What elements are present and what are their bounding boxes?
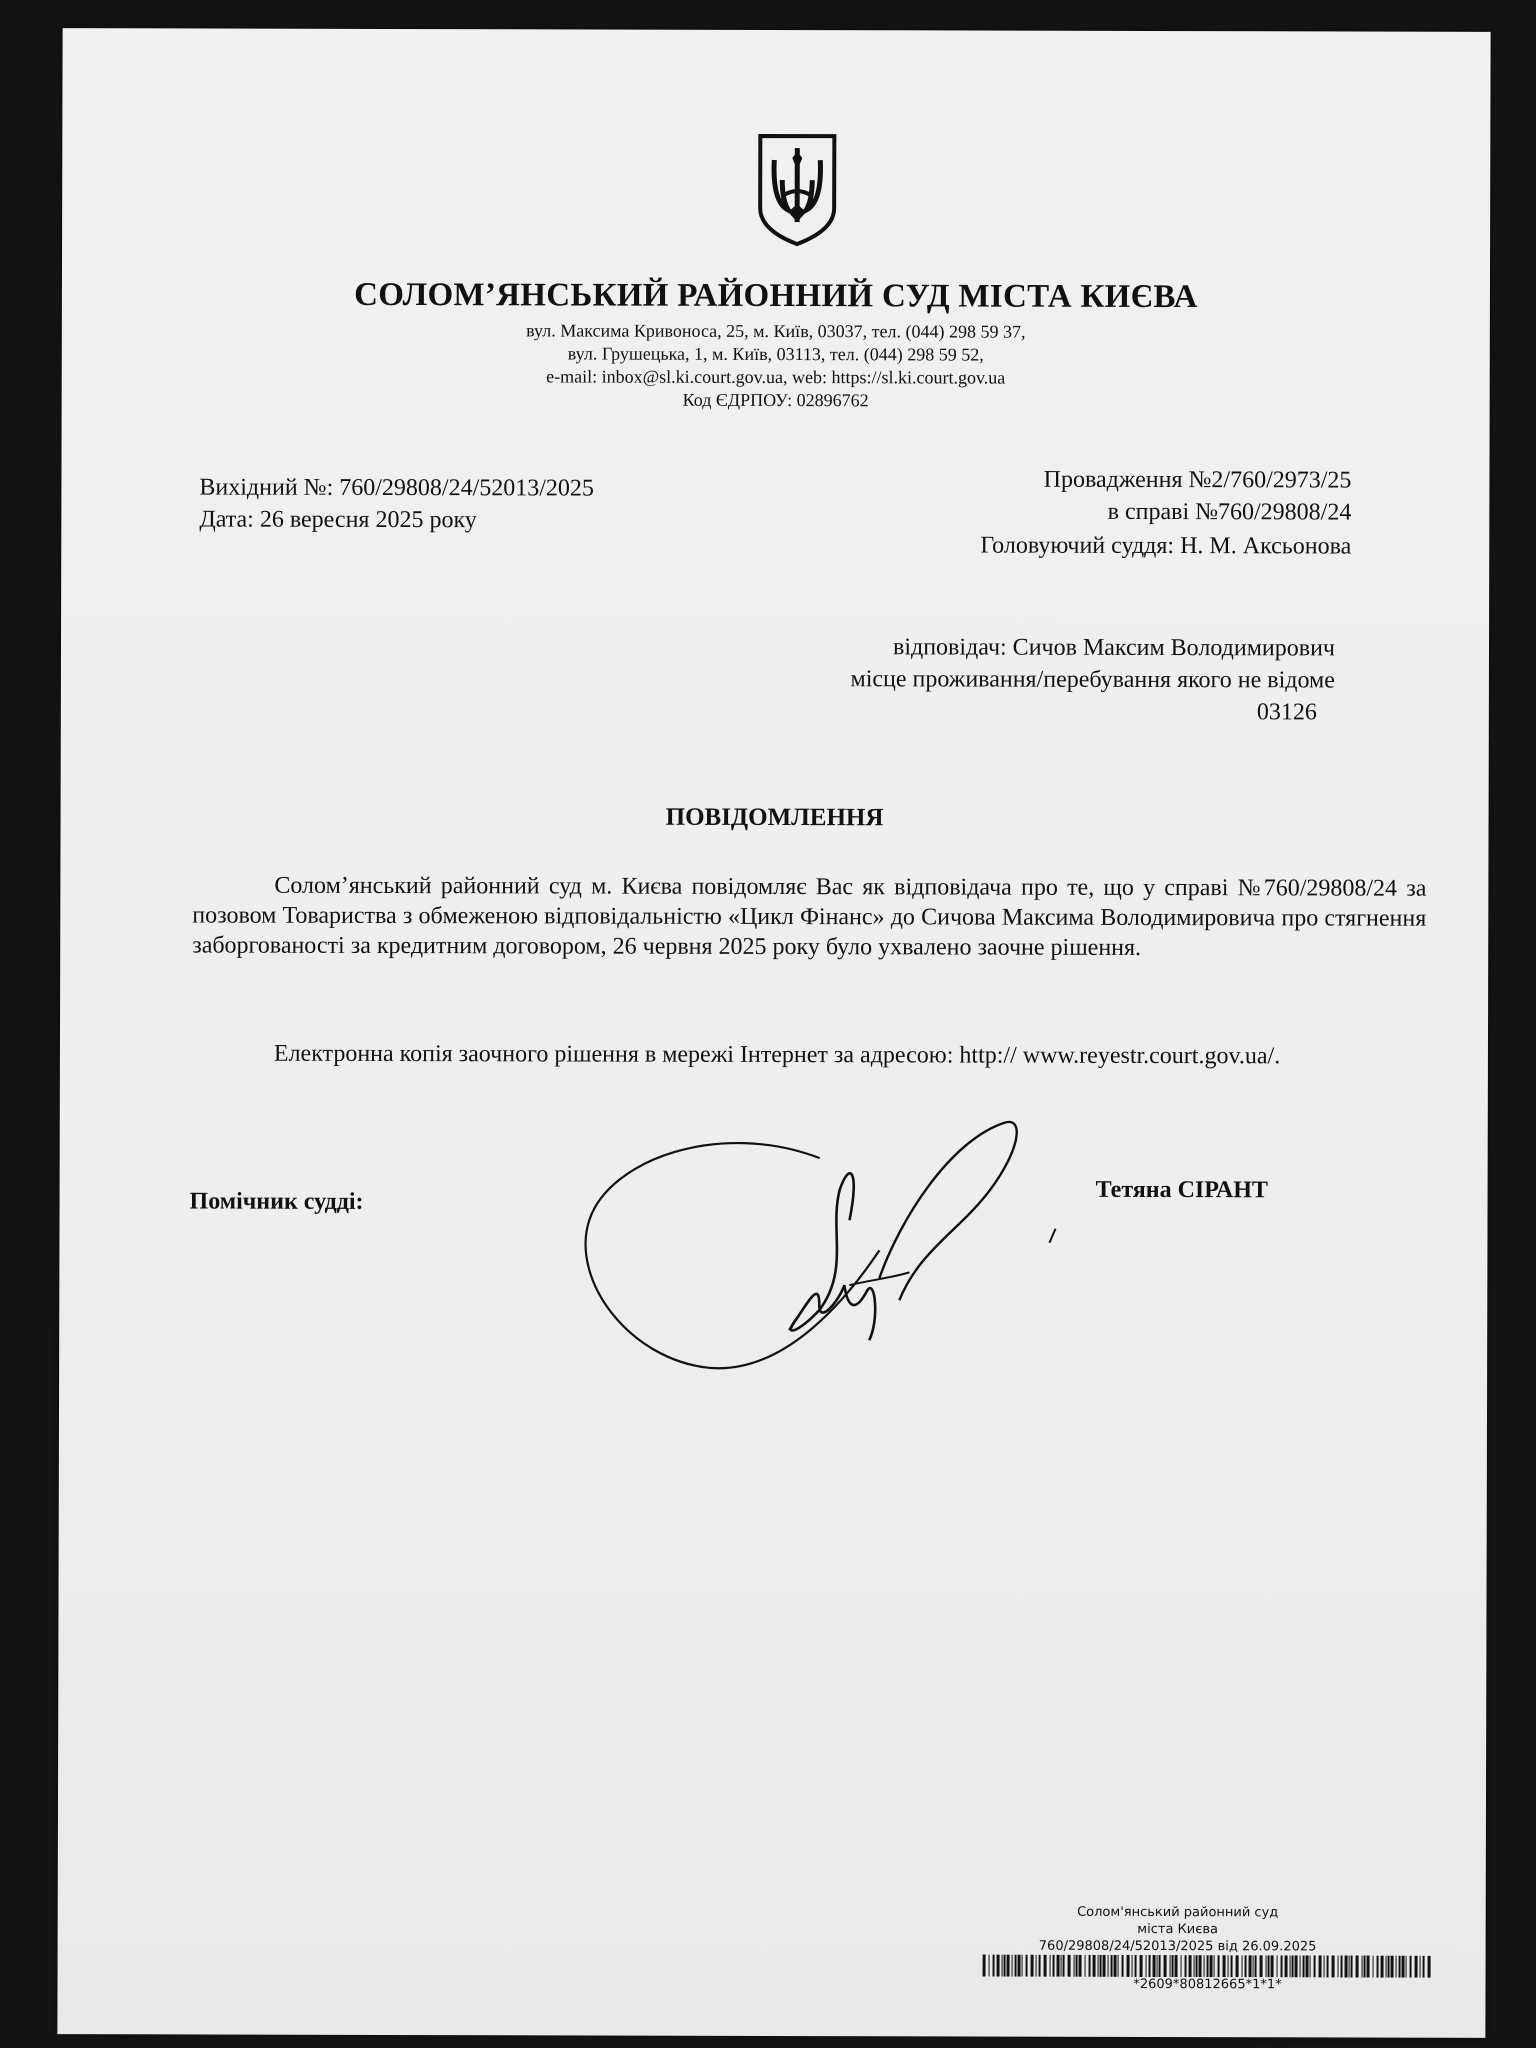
handwritten-signature	[549, 1099, 1070, 1420]
barcode-bar	[1364, 1956, 1366, 1978]
notice-paragraph-2	[192, 1038, 1426, 1071]
barcode-bar	[1386, 1956, 1387, 1978]
barcode-bar	[1076, 1955, 1078, 1977]
barcode-bar	[1063, 1955, 1065, 1977]
barcode-bar	[1420, 1956, 1421, 1978]
barcode-bar	[1175, 1955, 1178, 1977]
barcode-bar	[1327, 1955, 1329, 1977]
barcode-bar	[1079, 1955, 1082, 1977]
barcode-bar	[1381, 1956, 1384, 1978]
barcode-bar	[1351, 1956, 1353, 1978]
barcode-bar	[1002, 1955, 1003, 1977]
barcode-bar	[1053, 1955, 1055, 1977]
barcode-bar	[993, 1955, 995, 1977]
barcode-bar	[1249, 1955, 1252, 1977]
outgoing-date: Дата: 26 вересня 2025 року	[199, 506, 477, 534]
respondent-name: відповідач: Сичов Максим Володимирович	[892, 634, 1336, 662]
barcode-bar	[1118, 1955, 1119, 1977]
contact-line: e-mail: inbox@sl.ki.court.gov.ua, web: https://sl.ki.court.gov.ua	[546, 366, 1006, 388]
barcode-bar	[1068, 1955, 1071, 1977]
barcode-bar	[1271, 1955, 1274, 1977]
barcode-bar	[1098, 1955, 1099, 1977]
barcode-bar	[1345, 1955, 1348, 1977]
barcode-bar	[1157, 1955, 1158, 1977]
barcode-bar	[1367, 1956, 1370, 1978]
barcode-bar	[1061, 1955, 1062, 1977]
barcode-bar	[1199, 1955, 1202, 1977]
barcode-bar	[1093, 1955, 1096, 1977]
barcode-bar	[1377, 1956, 1379, 1978]
barcode-bar	[1170, 1955, 1171, 1977]
barcode-bar	[1223, 1955, 1226, 1977]
barcode-bar	[1277, 1955, 1278, 1977]
barcode-bar	[1306, 1955, 1309, 1977]
barcode-bar	[1410, 1956, 1412, 1978]
barcode-bar	[1373, 1956, 1374, 1978]
barcode-bar	[1057, 1955, 1060, 1977]
barcode-bar	[1245, 1955, 1247, 1977]
barcode-bar	[1022, 1955, 1023, 1977]
barcode-bar	[1319, 1955, 1322, 1977]
barcode-bar	[1111, 1955, 1113, 1977]
notice-title: ПОВІДОМЛЕННЯ	[665, 803, 884, 832]
barcode-bar	[1292, 1955, 1294, 1977]
barcode-bar	[1039, 1955, 1041, 1977]
stamp-city: міста Києва	[1137, 1921, 1219, 1938]
barcode-bar	[1396, 1956, 1397, 1978]
barcode-bar	[1127, 1955, 1130, 1977]
barcode-bar	[1338, 1955, 1339, 1977]
notice-paragraph-1	[192, 870, 1426, 963]
barcode-bar	[1260, 1955, 1263, 1977]
barcode-bar	[1050, 1955, 1051, 1977]
barcode-bar	[1185, 1955, 1187, 1977]
barcode-bar	[1140, 1955, 1143, 1977]
barcode-bar	[1153, 1955, 1156, 1977]
barcode-bar	[1236, 1955, 1239, 1977]
court-name: СОЛОМ’ЯНСЬКИЙ РАЙОННИЙ СУД МІСТА КИЄВА	[354, 276, 1198, 316]
barcode-bar	[1324, 1955, 1325, 1977]
barcode-bar	[1189, 1955, 1192, 1977]
barcode-bar	[1044, 1955, 1047, 1977]
barcode-bar	[1114, 1955, 1117, 1977]
barcode-bar	[1181, 1955, 1182, 1977]
presiding-judge: Головуючий суддя: Н. М. Аксьонова	[980, 532, 1352, 560]
barcode-bar	[1388, 1956, 1390, 1978]
barcode-bar	[1268, 1955, 1270, 1977]
barcode-bar	[1399, 1956, 1401, 1978]
barcode-bar	[1231, 1955, 1233, 1977]
barcode-bar	[1295, 1955, 1298, 1977]
barcode-bar	[1210, 1955, 1213, 1977]
barcode-bar	[1341, 1955, 1343, 1977]
respondent-residence: місце проживання/перебування якого не відоме	[850, 666, 1335, 694]
barcode-bar	[1146, 1955, 1147, 1977]
barcode-bar	[1089, 1955, 1091, 1977]
barcode-bar	[1036, 1955, 1037, 1977]
barcode-bar	[1428, 1956, 1431, 1978]
barcode-bar	[1164, 1955, 1167, 1977]
barcode-bar	[1122, 1955, 1124, 1977]
barcode-bar	[1362, 1956, 1363, 1978]
barcode-bar	[1218, 1955, 1220, 1977]
barcode-bar	[1349, 1956, 1350, 1978]
barcode-bar	[1415, 1956, 1418, 1978]
barcode-bar	[1196, 1955, 1198, 1977]
barcode-bar	[1074, 1955, 1075, 1977]
barcode-bar	[1303, 1955, 1305, 1977]
edrpou-code: Код ЄДРПОУ: 02896762	[682, 389, 869, 411]
barcode-bar	[1402, 1956, 1405, 1978]
barcode-bar	[1100, 1955, 1102, 1977]
barcode-bar	[1149, 1955, 1151, 1977]
barcode-bar	[1007, 1955, 1010, 1977]
stamp-reference: 760/29808/24/52013/2025 від 26.09.2025	[1038, 1938, 1317, 1955]
barcode-bar	[1194, 1955, 1195, 1977]
case-number: в справі №760/29808/24	[1107, 498, 1352, 526]
document-page	[57, 28, 1490, 2038]
barcode-bar	[1255, 1955, 1257, 1977]
notice-paragraph-2-text: Електронна копія заочного рішення в мережі Інтернет за адресою: http:// www.reyestr.court.gov.ua/.	[273, 1040, 1281, 1070]
barcode-bar	[1285, 1955, 1288, 1977]
barcode-text: *2609*80812665*1*1*	[1133, 1976, 1282, 1993]
outgoing-number: Вихідний №: 760/29808/24/52013/2025	[199, 474, 594, 502]
barcode-bar	[997, 1955, 1000, 1977]
barcode-bar	[1015, 1955, 1017, 1977]
barcode-bar	[1018, 1955, 1021, 1977]
barcode-bar	[1026, 1955, 1028, 1977]
barcode-bar	[1281, 1955, 1283, 1977]
respondent-postcode: 03126	[1256, 699, 1317, 726]
barcode-bar	[1108, 1955, 1109, 1977]
notice-paragraph-1-text: Солом’янський районний суд м. Києва повідомляє Вас як відповідача про те, що у справі №760/29808/24 за позовом Товариства з обмеженою відповідальністю «Цикл Фінанс» до Сичова Максима Володимировича про стягнення заборгованості за кредитним договором, 26 червня 2025 року було ухвалено заочне рішення.	[192, 872, 1427, 961]
address-line-1: вул. Максима Кривоноса, 25, м. Київ, 03037, тел. (044) 298 59 37,	[526, 320, 1026, 342]
barcode-bar	[1228, 1955, 1229, 1977]
barcode-bar	[1406, 1956, 1407, 1978]
barcode-bar	[1242, 1955, 1243, 1977]
barcode-bar	[1423, 1956, 1425, 1978]
barcode-bar	[1012, 1955, 1013, 1977]
barcode-bar	[1135, 1955, 1137, 1977]
barcode-bar	[1085, 1955, 1086, 1977]
barcode-bar	[1310, 1955, 1311, 1977]
barcode-bar	[1253, 1955, 1254, 1977]
barcode-bar	[1266, 1955, 1267, 1977]
barcode-bar	[1214, 1955, 1215, 1977]
barcode-bar	[1004, 1955, 1006, 1977]
barcode	[983, 1955, 1433, 1978]
stamp-court-name: Солом'янський районний суд	[1077, 1904, 1279, 1921]
barcode-bar	[1204, 1955, 1205, 1977]
barcode-bar	[1031, 1955, 1034, 1977]
barcode-bar	[1172, 1955, 1174, 1977]
barcode-bar	[983, 1955, 986, 1977]
barcode-bar	[1290, 1955, 1291, 1977]
barcode-bar	[1159, 1955, 1161, 1977]
barcode-bar	[1300, 1955, 1301, 1977]
barcode-bar	[1314, 1955, 1316, 1977]
signer-role: Помічник судді:	[189, 1188, 364, 1215]
barcode-bar	[1391, 1956, 1394, 1978]
barcode-bar	[1332, 1955, 1335, 1977]
barcode-bar	[1356, 1956, 1359, 1978]
barcode-bar	[1103, 1955, 1106, 1977]
barcode-bar	[989, 1955, 990, 1977]
barcode-bar	[1207, 1955, 1209, 1977]
barcode-bar	[1132, 1955, 1133, 1977]
address-line-2: вул. Грушецька, 1, м. Київ, 03113, тел. (044) 298 59 52,	[567, 343, 984, 365]
trident-emblem-icon	[752, 130, 842, 250]
proceeding-number: Провадження №2/760/2973/25	[1043, 466, 1352, 494]
signer-name: Тетяна СІРАНТ	[1095, 1176, 1268, 1204]
